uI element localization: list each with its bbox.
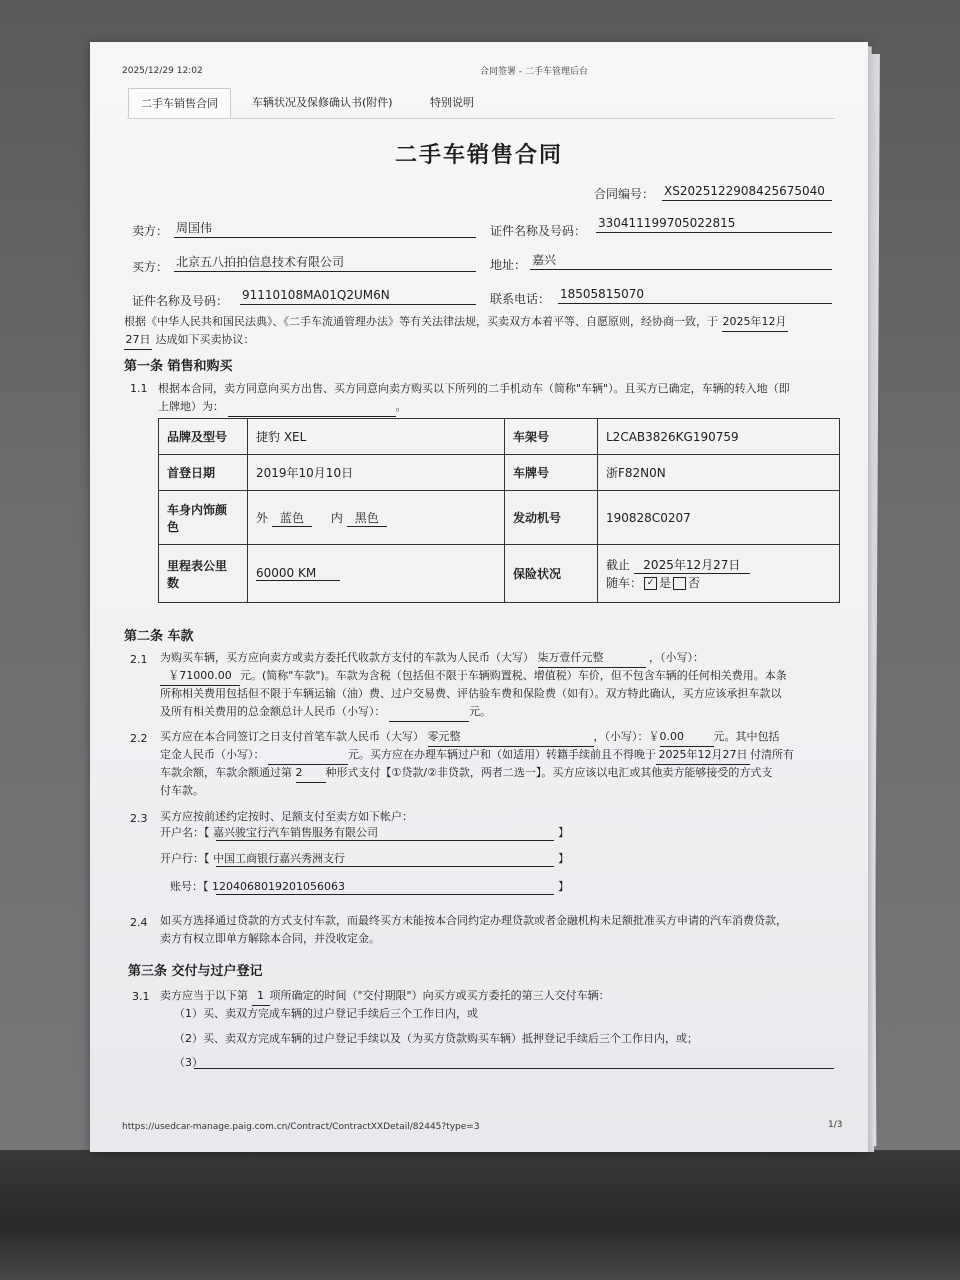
account-number-label: 账号：【	[170, 880, 209, 893]
insurance-no-checkbox[interactable]	[673, 577, 686, 590]
bank-value: 中国工商银行嘉兴秀洲支行	[213, 852, 345, 865]
buyer-address-label: 地址：	[490, 258, 527, 272]
deposit-blank	[268, 746, 348, 765]
clause-2-1-text-b: ，（小写）：	[649, 651, 704, 664]
buyer-value: 北京五八拍拍信息技术有限公司	[174, 254, 476, 272]
insurance-until-label: 截止	[606, 558, 631, 572]
clause-2-4-number: 2.4	[130, 916, 148, 929]
buyer-address-value: 嘉兴	[530, 252, 832, 270]
account-number-bracket: 】	[558, 880, 569, 893]
preamble-text: 根据《中华人民共和国民法典》、《二手车流通管理办法》等有关法律法规，买卖双方本着平等、自愿原则，经协商一致，于	[124, 315, 718, 328]
mileage-value	[248, 545, 505, 603]
bank-row	[160, 850, 570, 868]
account-name-label: 开户名：【	[160, 826, 210, 839]
delivery-option-choice: 1	[252, 987, 270, 1006]
clause-1-1-number: 1.1	[130, 382, 148, 395]
clause-2-1-line-3: 所称相关费用包括但不限于车辆运输（油）费、过户交易费、评估验车费和保险费（如有）。双方特此确认，买方应该承担车款以	[160, 687, 782, 700]
clause-2-2-text-h: 种形式支付【①贷款/②非贷款，两者二选一】。买方应该以电汇或其他卖方能够接受的方式支	[325, 766, 773, 779]
engine-label: 发动机号	[505, 491, 598, 545]
delivery-option-3: （3）	[174, 1056, 203, 1069]
account-name-row	[160, 824, 570, 842]
clause-2-2-line-4: 付车款。	[160, 784, 204, 797]
tab-divider	[127, 118, 835, 119]
account-name-value: 嘉兴骏宝行汽车销售服务有限公司	[213, 826, 378, 839]
insurance-with-car-label: 随车：	[606, 576, 643, 590]
color-label-line-1: 车身内饰颜	[167, 502, 228, 517]
mileage-label	[159, 545, 248, 603]
color-label	[159, 491, 248, 545]
exterior-label: 外	[256, 510, 269, 525]
interior-color: 黑色	[347, 509, 387, 527]
price-amount: ￥71000.00	[160, 667, 240, 686]
clause-1-1-text-2	[158, 398, 407, 417]
preamble-line-2	[124, 331, 255, 350]
print-page-title: 合同签署 - 二手车管理后台	[480, 67, 588, 77]
plate-label: 车牌号	[505, 455, 598, 491]
color-label-line-2: 色	[167, 519, 180, 534]
first-payment-amount: 0.00	[660, 728, 714, 747]
section-1-heading: 第一条 销售和购买	[124, 359, 233, 374]
clause-2-1-text-c: 元。(简称"车款")。车款为含税（包括但不限于车辆购置税、增值税）车价，但不包含车辆的任何相关费用。本条	[240, 669, 787, 682]
seller-value: 周国伟	[174, 220, 476, 238]
clause-2-2-text-e: 元。买方应在办理车辆过户和（如适用）转籍手续前且不得晚于	[348, 748, 656, 761]
section-2-heading: 第二条 车款	[124, 629, 194, 644]
tab-vehicle-condition[interactable]: 车辆状况及保修确认书(附件)	[252, 96, 393, 109]
insurance-label: 保险状况	[505, 545, 598, 603]
clause-3-1-text-b: 项所确定的时间（"交付期限"）向买方或买方委托的第三人交付车辆：	[269, 989, 610, 1002]
clause-3-1-line-1	[160, 987, 610, 1006]
seller-label: 卖方：	[132, 224, 169, 238]
clause-2-2-number: 2.2	[130, 732, 148, 745]
clause-2-4-line-2: 卖方有权立即单方解除本合同，并没收定金。	[160, 932, 380, 945]
bank-underline	[216, 866, 554, 867]
contract-page	[90, 42, 868, 1152]
contract-no-value: XS2025122908425675040	[662, 183, 832, 201]
bank-label: 开户行：【	[160, 852, 210, 865]
account-number-row	[170, 878, 570, 896]
clause-1-1-end: 。	[395, 400, 407, 413]
account-number-underline	[216, 894, 554, 895]
mileage-label-line-1: 里程表公里	[167, 558, 228, 573]
interior-label: 内	[330, 510, 343, 525]
tab-special-notes[interactable]: 特别说明	[430, 96, 474, 109]
account-name-underline	[216, 840, 554, 841]
delivery-option-2: （2）买、卖双方完成车辆的过户登记手续以及（为买方贷款购买车辆）抵押登记手续后三个工作日内，或；	[174, 1032, 698, 1045]
first-payment-in-words: 零元整	[428, 728, 594, 747]
brand-value: 捷豹 XEL	[248, 419, 505, 455]
insurance-until-date: 2025年12月27日	[634, 556, 750, 574]
price-in-words: 柒万壹仟元整	[538, 649, 646, 668]
clause-2-2-text-d: 定金人民币（小写）：	[160, 748, 265, 761]
contract-no-label: 合同编号：	[594, 187, 655, 201]
clause-3-1-number: 3.1	[132, 990, 150, 1003]
engine-value: 190828C0207	[598, 491, 840, 545]
clause-2-1-line-1	[160, 649, 704, 668]
preamble-line-1	[124, 313, 788, 332]
payment-method-choice: 2	[296, 764, 326, 783]
mileage-label-line-2: 数	[167, 575, 180, 590]
print-url: https://usedcar-manage.paig.com.cn/Contract/ContractXXDetail/82445?type=3	[122, 1122, 480, 1132]
mileage-text: 60000 KM	[256, 566, 340, 581]
clause-2-1-line-2	[160, 667, 787, 686]
clause-2-2-line-3	[160, 764, 772, 783]
print-datetime: 2025/12/29 12:02	[122, 66, 203, 76]
print-page-number: 1/3	[828, 1120, 843, 1130]
seller-id-label: 证件名称及号码：	[490, 224, 587, 238]
clause-2-3-number: 2.3	[130, 812, 148, 825]
insurance-value	[598, 545, 840, 603]
vehicle-info-table	[158, 418, 840, 603]
buyer-phone-value: 18505815070	[558, 286, 832, 304]
insurance-yes-checkbox[interactable]: ✓	[644, 577, 657, 590]
preamble-date-2: 27日	[124, 331, 152, 350]
buyer-label: 买方：	[132, 260, 169, 274]
clause-2-1-number: 2.1	[130, 653, 148, 666]
clause-1-1-text-1: 根据本合同，卖方同意向买方出售、买方同意向卖方购买以下所列的二手机动车（简称"车辆"）。且买方已确定，车辆的转入地（即	[158, 382, 790, 395]
account-number-value: 1204068019201056063	[212, 880, 345, 893]
delivery-option-1: （1）买、卖双方完成车辆的过户登记手续后三个工作日内，或	[174, 1007, 478, 1020]
total-amount-blank	[389, 703, 469, 722]
seller-id-value: 330411199705022815	[596, 215, 832, 233]
preamble-tail: 达成如下买卖协议：	[155, 333, 255, 346]
clause-2-2-text-a: 买方应在本合同签订之日支付首笔车款人民币（大写）	[160, 730, 424, 743]
clause-2-1-text-a: 为购买车辆，买方应向卖方或卖方委托代收款方支付的车款为人民币（大写）	[160, 651, 534, 664]
clause-2-2-text-g: 车款余额，车款余额通过第	[160, 766, 292, 779]
registration-place-label: 上牌地）为：	[158, 400, 224, 413]
plate-value: 浙F82N0N	[598, 455, 840, 491]
clause-2-2-line-1	[160, 728, 780, 747]
desk-shadow	[0, 1150, 960, 1280]
clause-2-1-text-d: 及所有相关费用的总金额总计人民币（小写）：	[160, 705, 386, 718]
section-3-heading: 第三条 交付与过户登记	[128, 964, 263, 979]
clause-2-4-line-1: 如买方选择通过贷款的方式支付车款，而最终买方未能按本合同约定办理贷款或者金融机构未足额批准买方申请的汽车消费贷款，	[160, 914, 787, 927]
first-registration-label: 首登日期	[159, 455, 248, 491]
clause-3-1-text-a: 卖方应当于以下第	[160, 989, 248, 1002]
contract-title: 二手车销售合同	[394, 143, 563, 168]
buyer-id-label: 证件名称及号码：	[132, 294, 229, 308]
clause-2-2-line-2	[160, 746, 794, 765]
clause-2-2-text-f: 付清所有	[750, 748, 794, 761]
registration-place-blank	[228, 398, 396, 417]
first-registration-value: 2019年10月10日	[248, 455, 505, 491]
clause-2-2-text-c: 元。其中包括	[713, 730, 780, 743]
exterior-color: 蓝色	[272, 509, 312, 527]
vin-value: L2CAB3826KG190759	[598, 419, 840, 455]
clause-2-3-line-1: 买方应按前述约定按时、足额支付至卖方如下帐户：	[160, 810, 413, 823]
clause-2-1-line-4	[160, 703, 491, 722]
account-name-bracket: 】	[558, 826, 569, 839]
clause-2-1-text-e: 元。	[469, 705, 491, 718]
delivery-option-3-line	[194, 1068, 834, 1069]
buyer-id-value: 91110108MA01Q2UM6N	[240, 287, 476, 305]
buyer-phone-label: 联系电话：	[490, 292, 551, 306]
final-payment-due-date: 2025年12月27日	[656, 746, 750, 765]
color-value	[248, 491, 505, 545]
clause-2-2-text-b: ，（小写）：￥	[593, 730, 660, 743]
insurance-no-label: 否	[688, 576, 701, 590]
insurance-yes-label: 是	[659, 576, 672, 590]
vin-label: 车架号	[505, 419, 598, 455]
brand-label: 品牌及型号	[159, 419, 248, 455]
bank-bracket: 】	[558, 852, 569, 865]
tab-sales-contract[interactable]: 二手车销售合同	[128, 88, 231, 119]
preamble-date-1: 2025年12月	[722, 313, 788, 332]
